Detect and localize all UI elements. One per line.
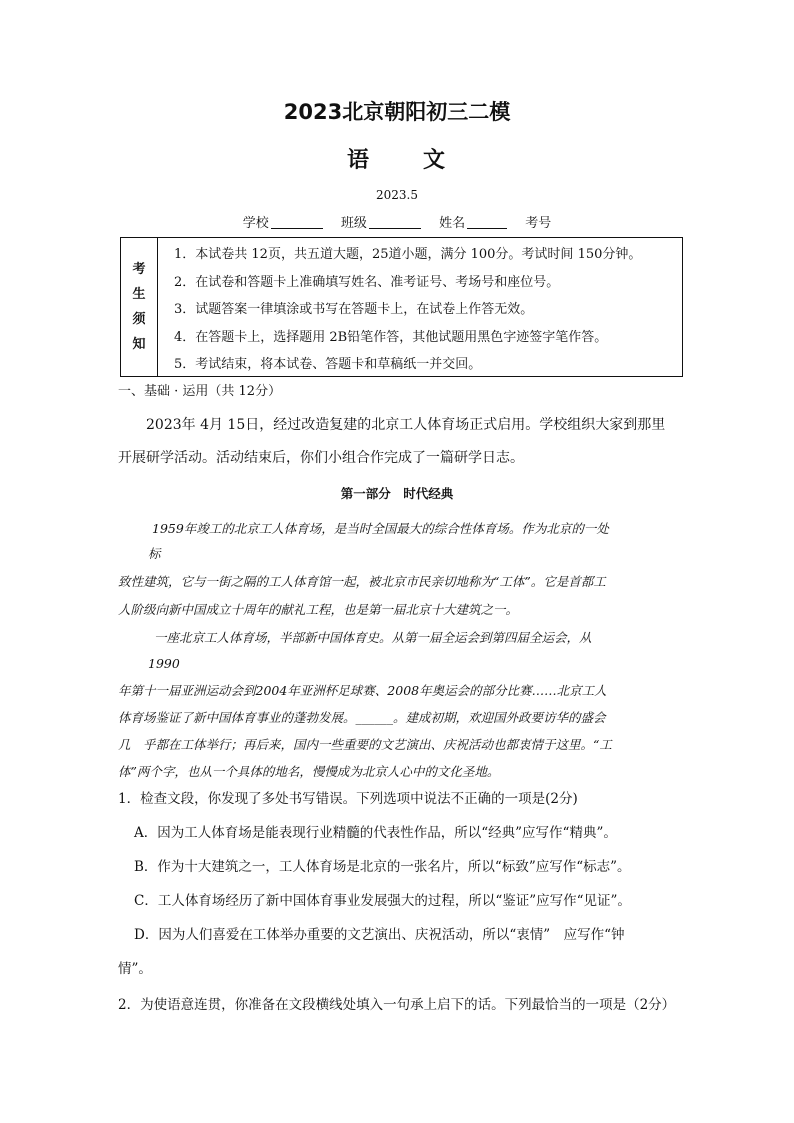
notice-list — [158, 238, 682, 376]
subject-char-2: 文 — [423, 148, 448, 173]
student-info-line — [0, 212, 794, 231]
question-1-option-a: A．因为工人体育场是能表现行业精髓的代表性作品，所以“经典”应写作“精典”。 — [134, 825, 617, 841]
class-blank — [369, 216, 421, 229]
notice-item: 3．试题答案一律填涂或书写在答题卡上，在试卷上作答无效。 — [174, 302, 534, 317]
subject-char-1: 语 — [346, 148, 371, 173]
question-1-option-b: B．作为十大建筑之一，工人体育场是北京的一张名片，所以“标致”应写作“标志”。 — [134, 859, 631, 875]
name-label: 姓名 — [439, 216, 466, 231]
passage-p2-line1: 一座北京工人体育场，半部新中国体育史。从第一届全运会到第四届全运会，从 — [154, 630, 592, 645]
notice-heading-char: 知 — [132, 337, 146, 352]
exam-title: 2023北京朝阳初三二模 — [283, 100, 511, 124]
notice-heading-char: 须 — [132, 312, 146, 327]
exam-notice-box — [120, 237, 683, 377]
part-title: 第一部分 时代经典 — [340, 486, 454, 501]
passage-p2-line4: 几 乎都在工体举行；再后来，国内一些重要的文艺演出、庆祝活动也都衷情于这里。“工 — [118, 737, 612, 752]
school-field — [243, 212, 323, 231]
notice-item: 4．在答题卡上，选择题用 2B铅笔作答，其他试题用黑色字迹签字笔作答。 — [174, 329, 608, 345]
passage-p1-line2: 致性建筑，它与一街之隔的工人体育馆一起，被北京市民亲切地称为“工体”。它是首都工 — [118, 574, 606, 589]
notice-heading — [121, 238, 158, 376]
passage-p2-line3: 体育场鉴证了新中国体育事业的蓬勃发展。______。建成初期，欢迎国外政要访华的盛会 — [118, 710, 606, 725]
class-label: 班级 — [340, 216, 367, 231]
passage-p2-line1b: 1990 — [148, 656, 180, 671]
notice-item: 5．考试结束，将本试卷、答题卡和草稿纸一并交回。 — [174, 357, 482, 372]
passage-p1-line1b: 标 — [148, 546, 161, 561]
section-heading: 一、基础 · 运用（共 12分） — [118, 384, 282, 399]
notice-item: 2．在试卷和答题卡上准确填写姓名、准考证号、考场号和座位号。 — [174, 274, 560, 290]
passage-p1-line1: 1959年竣工的北京工人体育场，是当时全国最大的综合性体育场。作为北京的一处 — [152, 521, 609, 536]
exam-no-field — [525, 212, 551, 231]
passage-p2-line2: 年第十一届亚洲运动会到2004年亚洲杯足球赛、2008年奥运会的部分比赛……北京工人 — [118, 683, 607, 698]
notice-heading-char: 考 — [132, 262, 146, 277]
question-1-option-d: D．因为人们喜爱在工体举办重要的文艺演出、庆祝活动，所以“衷情” 应写作“钟 — [134, 927, 625, 943]
question-1-option-d-tail: 情”。 — [118, 961, 152, 977]
school-label: 学校 — [242, 216, 269, 231]
notice-item: 1．本试卷共 12页，共五道大题，25道小题，满分 100分。考试时间 150分钟。 — [174, 247, 642, 262]
class-field — [341, 212, 421, 231]
passage-p1-line3: 人阶级向新中国成立十周年的献礼工程，也是第一届北京十大建筑之一。 — [118, 602, 519, 617]
school-blank — [271, 216, 323, 229]
exam-no-label: 考号 — [525, 216, 552, 231]
name-blank — [467, 216, 507, 229]
intro-line-1: 2023年 4月 15日，经过改造复建的北京工人体育场正式启用。学校组织大家到那里 — [146, 417, 666, 433]
question-1-option-c: C．工人体育场经历了新中国体育事业发展强大的过程，所以“鉴证”应写作“见证”。 — [134, 893, 631, 909]
question-2-stem: 2．为使语意连贯，你准备在文段横线处填入一句承上启下的话。下列最恰当的一项是（2分） — [118, 997, 676, 1013]
intro-line-2: 开展研学活动。活动结束后，你们小组合作完成了一篇研学日志。 — [118, 450, 524, 466]
subject-title — [0, 143, 794, 174]
exam-date: 2023.5 — [376, 188, 418, 202]
name-field — [439, 212, 507, 231]
question-1-stem: 1．检查文段，你发现了多处书写错误。下列选项中说法不正确的一项是(2分) — [118, 791, 578, 807]
passage-p2-line5: 体”两个字，也从一个具体的地名，慢慢成为北京人心中的文化圣地。 — [118, 764, 500, 779]
notice-heading-char: 生 — [132, 287, 146, 302]
